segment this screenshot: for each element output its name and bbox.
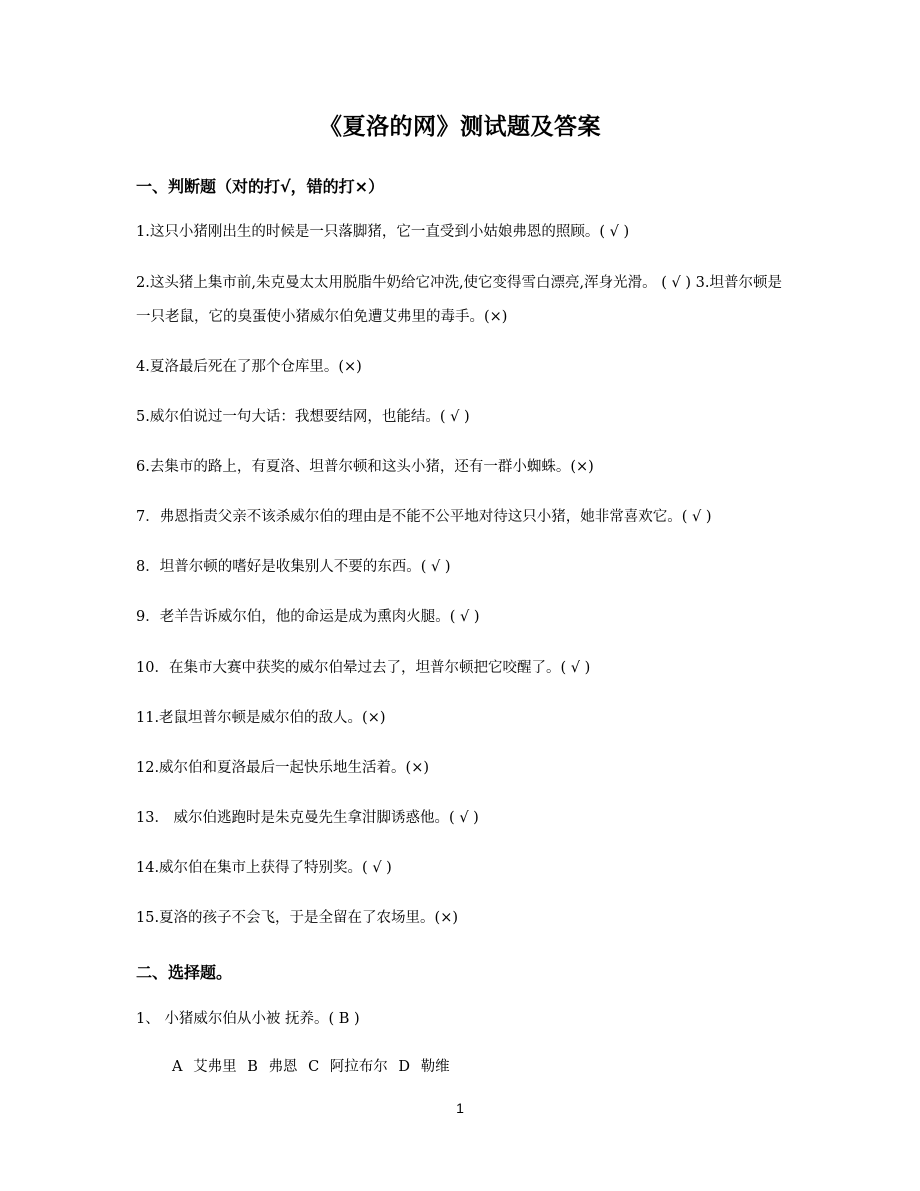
section-heading-judgment: 一、判断题（对的打√，错的打×） <box>136 177 385 196</box>
choice-options-1: A 艾弗里 B 弗恩 C 阿拉布尔 D 勒维 <box>172 1059 450 1075</box>
page-number: 1 <box>456 1100 464 1116</box>
judgment-item-9: 9．老羊告诉威尔伯，他的命运是成为熏肉火腿。( √ ) <box>136 609 480 625</box>
judgment-item-14: 14.威尔伯在集市上获得了特别奖。( √ ) <box>136 860 392 876</box>
judgment-item-1: 1.这只小猪刚出生的时候是一只落脚猪，它一直受到小姑娘弗恩的照顾。( √ ) <box>136 224 630 240</box>
judgment-item-13: 13． 威尔伯逃跑时是朱克曼先生拿泔脚诱惑他。( √ ) <box>136 810 479 826</box>
judgment-item-12: 12.威尔伯和夏洛最后一起快乐地生活着。(×) <box>136 760 430 776</box>
judgment-item-6: 6.去集市的路上，有夏洛、坦普尔顿和这头小猪，还有一群小蜘蛛。(×) <box>136 459 594 475</box>
choice-question-1: 1、 小猪威尔伯从小被 抚养。( B ) <box>136 1011 360 1027</box>
judgment-item-2-3: 2.这头猪上集市前,朱克曼太太用脱脂牛奶给它冲洗,使它变得雪白漂亮,浑身光滑。 ( √ ) 3.坦普尔顿是一只老鼠，它的臭蛋使小猪威尔伯免遭艾弗里的毒手。(×) <box>136 275 782 325</box>
page-title: 《夏洛的网》测试题及答案 <box>319 114 601 140</box>
judgment-item-8: 8．坦普尔顿的嗜好是收集别人不要的东西。( √ ) <box>136 559 451 575</box>
section-heading-choice: 二、选择题。 <box>136 963 233 982</box>
judgment-item-15: 15.夏洛的孩子不会飞，于是全留在了农场里。(×) <box>136 910 459 926</box>
judgment-item-11: 11.老鼠坦普尔顿是威尔伯的敌人。(×) <box>136 710 386 726</box>
judgment-item-10: 10．在集市大赛中获奖的威尔伯晕过去了，坦普尔顿把它咬醒了。( √ ) <box>136 660 591 676</box>
judgment-item-7: 7．弗恩指责父亲不该杀威尔伯的理由是不能不公平地对待这只小猪，她非常喜欢它。( √ ) <box>136 509 712 525</box>
judgment-item-4: 4.夏洛最后死在了那个仓库里。(×) <box>136 359 362 375</box>
judgment-item-5: 5.威尔伯说过一句大话：我想要结网，也能结。( √ ) <box>136 409 470 425</box>
